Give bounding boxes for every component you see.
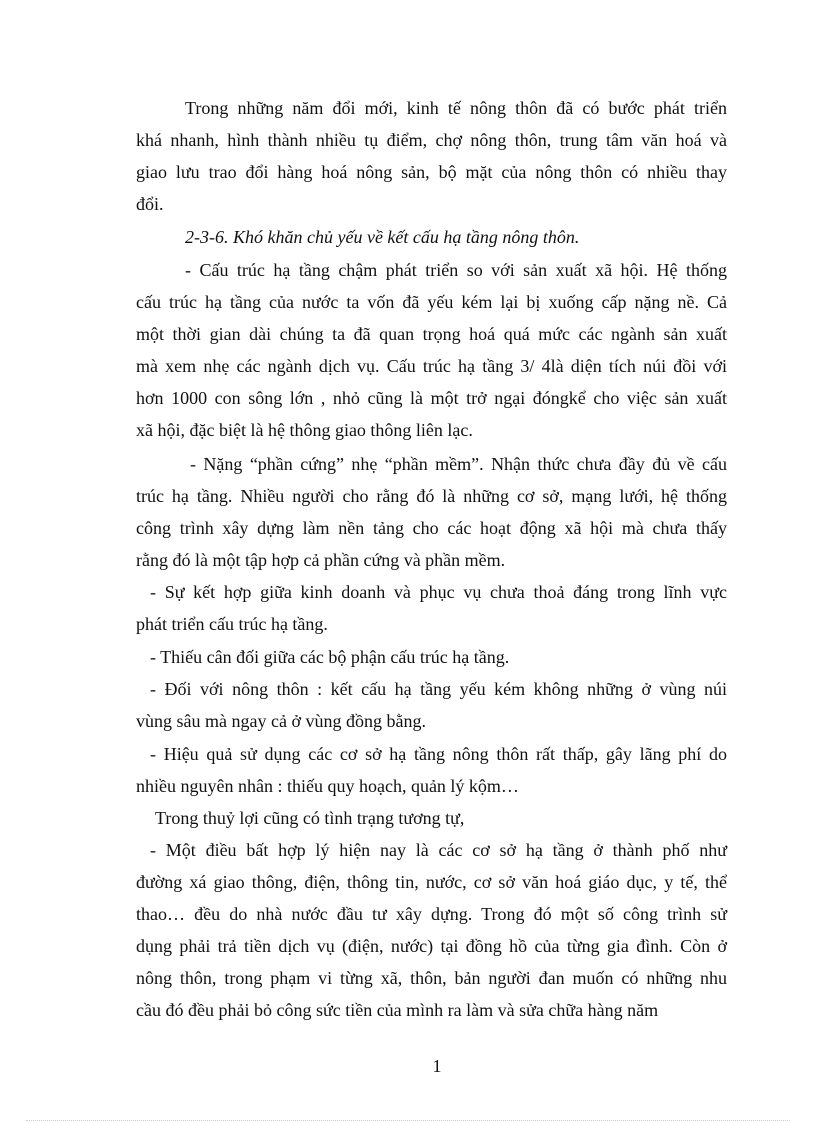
paragraph-line: - Sự kết hợp giữa kinh doanh và phục vụ chưa thoả đáng trong lĩnh vực (150, 582, 727, 602)
paragraph-line: vùng sâu mà ngay cả ở vùng đồng bằng. (136, 711, 426, 731)
paragraph-line: - Đối với nông thôn : kết cấu hạ tầng yếu kém không những ở vùng núi (150, 679, 727, 699)
paragraph-line: - Thiếu cân đối giữa các bộ phận cấu trúc hạ tầng. (150, 647, 510, 667)
paragraph-line: công trình xây dựng làm nền tảng cho các hoạt động xã hội mà chưa thấy (136, 518, 727, 538)
paragraph-line: dụng phải trả tiền dịch vụ (điện, nước) tại đồng hồ của từng gia đình. Còn ở (136, 936, 727, 956)
paragraph-line: - Hiệu quả sử dụng các cơ sở hạ tầng nông thôn rất thấp, gây lãng phí do (150, 744, 727, 764)
page-boundary-divider (26, 1120, 790, 1121)
paragraph-line: khá nhanh, hình thành nhiều tụ điểm, chợ nông thôn, trung tâm văn hoá và (136, 130, 727, 150)
paragraph-line: đổi. (136, 194, 164, 214)
paragraph-line: cấu trúc hạ tầng của nước ta vốn đã yếu kém lại bị xuống cấp nặng nề. Cả (136, 292, 727, 312)
page-number: 1 (432, 1056, 442, 1076)
paragraph-line: Trong thuỷ lợi cũng có tình trạng tương tự, (155, 808, 465, 828)
paragraph-line: mà xem nhẹ các ngành dịch vụ. Cấu trúc hạ tầng 3/ 4là diện tích núi đồi với (136, 356, 727, 376)
paragraph-line: rằng đó là một tập hợp cả phần cứng và phần mềm. (136, 550, 506, 570)
paragraph-line: thao… đều do nhà nước đầu tư xây dựng. Trong đó một số công trình sử (136, 904, 727, 924)
paragraph-line: xã hội, đặc biệt là hệ thông giao thông liên lạc. (136, 420, 473, 440)
paragraph-line: nông thôn, trong phạm vi từng xã, thôn, bản người đan muốn có những nhu (136, 968, 727, 988)
paragraph-line: giao lưu trao đổi hàng hoá nông sản, bộ mặt của nông thôn có nhiều thay (136, 162, 727, 182)
paragraph-line: một thời gian dài chúng ta đã quan trọng hoá quá mức các ngành sản xuất (136, 324, 727, 344)
paragraph-line: - Nặng “phần cứng” nhẹ “phần mềm”. Nhận thức chưa đầy đủ về cấu (190, 454, 727, 474)
paragraph-line: Trong những năm đổi mới, kinh tế nông thôn đã có bước phát triển (185, 98, 727, 118)
section-heading: 2-3-6. Khó khăn chủ yếu về kết cấu hạ tầng nông thôn. (185, 227, 580, 247)
paragraph-line: hơn 1000 con sông lớn , nhỏ cũng là một trở ngại đóngkể cho việc sản xuất (136, 388, 727, 408)
paragraph-line: phát triển cấu trúc hạ tầng. (136, 614, 328, 634)
paragraph-line: - Một điều bất hợp lý hiện nay là các cơ sở hạ tầng ở thành phố như (150, 840, 727, 860)
paragraph-line: nhiều nguyên nhân : thiếu quy hoạch, quản lý kộm… (136, 776, 519, 796)
paragraph-line: cầu đó đều phải bỏ công sức tiền của mình ra làm và sửa chữa hàng năm (136, 1000, 659, 1020)
paragraph-line: đường xá giao thông, điện, thông tin, nước, cơ sở văn hoá giáo dục, y tế, thể (136, 872, 727, 892)
paragraph-line: trúc hạ tầng. Nhiều người cho rằng đó là những cơ sở, mạng lưới, hệ thống (136, 486, 727, 506)
paragraph-line: - Cấu trúc hạ tầng chậm phát triển so với sản xuất xã hội. Hệ thống (185, 260, 727, 280)
